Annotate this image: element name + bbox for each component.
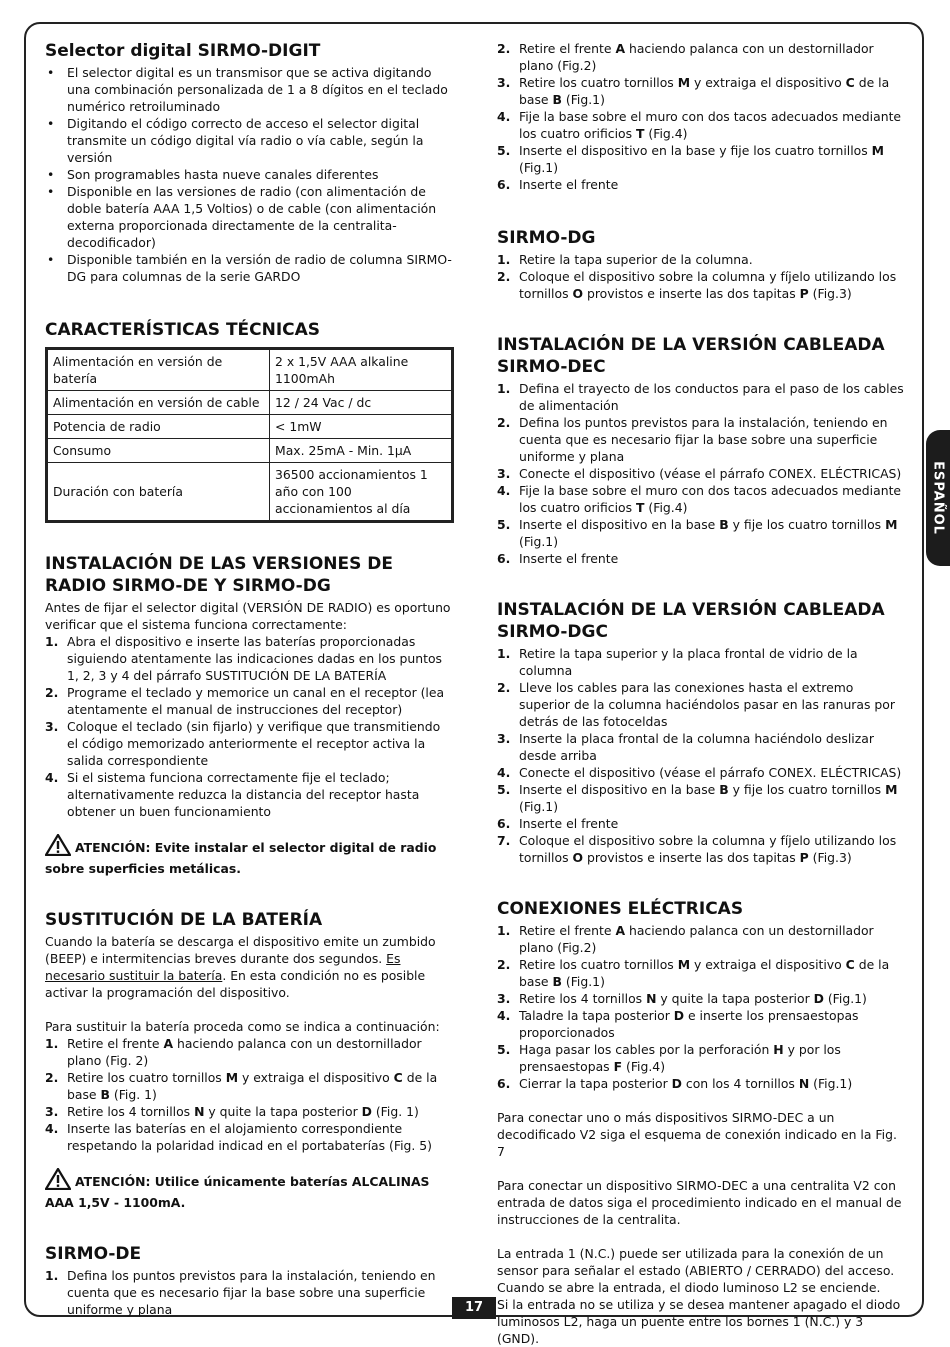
- step-item: 2. Programe el teclado y memorice un canal en el receptor (lea atentamente el manual de instrucciones del receptor): [45, 685, 445, 717]
- spec-value: 2 x 1,5V AAA alkaline 1100mAh: [270, 349, 453, 391]
- step-item: 6. Inserte el frente: [497, 816, 619, 831]
- step-item: 3. Inserte la placa frontal de la columna haciéndolo deslizar desde arriba: [497, 731, 874, 763]
- step-item: 3. Retire los cuatro tornillos M y extraiga el dispositivo C de la base B (Fig.1): [497, 75, 890, 107]
- step-item: 6. Cierrar la tapa posterior D con los 4 tornillos N (Fig.1): [497, 1076, 853, 1091]
- spec-row: [47, 349, 453, 391]
- step-item: 4. Taladre la tapa posterior D e inserte los prensaestopas proporcionados: [497, 1008, 859, 1040]
- warning-batteries: ATENCIÓN: Utilice únicamente baterías ALCALINAS AAA 1,5V - 1100mA.: [45, 1168, 455, 1211]
- step-item: 1. Abra el dispositivo e inserte las baterías proporcionadas siguiendo atentamente las indicaciones dadas en los puntos 1, 2, 3 y 4 del párrafo SUSTITUCIÓN DE LA BATERÍA: [45, 634, 443, 683]
- radio-title: INSTALACIÓN DE LAS VERSIONES DE RADIO SIRMO-DE Y SIRMO-DG: [45, 554, 394, 596]
- warning-metal: ATENCIÓN: Evite instalar el selector digital de radio sobre superficies metálicas.: [45, 834, 455, 877]
- step-item: 1. Defina el trayecto de los conductos para el paso de los cables de alimentación: [497, 381, 904, 413]
- specs-title: CARACTERÍSTICAS TÉCNICAS: [45, 320, 321, 340]
- language-tab: ESPAÑOL: [926, 430, 950, 566]
- sirmodg-title: SIRMO-DG: [497, 228, 596, 248]
- step-item: 4. Conecte el dispositivo (véase el párrafo CONEX. ELÉCTRICAS): [497, 765, 902, 780]
- step-item: 2. Coloque el dispositivo sobre la columna y fíjelo utilizando los tornillos O provistos e inserte las dos tapitas P (Fig.3): [497, 269, 897, 301]
- conex-paragraph-4: Si la entrada no se utiliza y se desea mantener apagado el diodo luminosos L2, haga un puente entre los bornes 1 (N.C.) y 3 (GND).: [497, 1297, 901, 1346]
- selector-title: Selector digital SIRMO-DIGIT: [45, 41, 321, 61]
- step-item: 4. Si el sistema funciona correctamente fije el teclado; alternativamente reduzca la distancia del receptor hasta obtener un buen funcionamiento: [45, 770, 420, 819]
- sirmodg-steps: [497, 251, 907, 302]
- spec-row: [47, 463, 453, 522]
- step-item: 1. Retire el frente A haciendo palanca con un destornillador plano (Fig. 2): [45, 1036, 422, 1068]
- step-item: 3. Retire los 4 tornillos N y quite la tapa posterior D (Fig. 1): [45, 1104, 419, 1119]
- bullet-item: • Disponible también en la versión de radio de columna SIRMO-DG para columnas de la serie GARDO: [45, 251, 455, 285]
- conex-paragraph-1: Para conectar uno o más dispositivos SIRMO-DEC a un decodificado V2 siga el esquema de conexión indicado en la Fig. 7: [497, 1110, 897, 1159]
- battery-title: SUSTITUCIÓN DE LA BATERÍA: [45, 910, 323, 930]
- dgc-steps: [497, 645, 907, 866]
- bullet-item: • El selector digital es un transmisor que se activa digitando una combinación personalizada de 1 a 8 dígitos en el teclado numérico retroiluminado: [45, 64, 455, 115]
- sirmode-title: SIRMO-DE: [45, 1244, 142, 1264]
- conex-steps: [497, 922, 907, 1092]
- dec-title: INSTALACIÓN DE LA VERSIÓN CABLEADA SIRMO-DEC: [497, 335, 885, 377]
- step-item: 6. Inserte el frente: [497, 551, 619, 566]
- spec-value: 36500 accionamientos 1 año con 100 accionamientos al día: [270, 463, 453, 522]
- selector-bullets: [45, 64, 455, 285]
- battery-p2: Para sustituir la batería proceda como se indica a continuación:: [45, 1019, 440, 1034]
- sirmode-steps: [45, 1267, 455, 1318]
- step-item: 5. Inserte el dispositivo en la base B y fije los cuatro tornillos M (Fig.1): [497, 517, 898, 549]
- step-item: 2. Defina los puntos previstos para la instalación, teniendo en cuenta que es necesario fijar la base sobre una superficie uniforme y plana: [497, 415, 888, 464]
- step-item: 6. Inserte el frente: [497, 177, 619, 192]
- spec-row: [47, 415, 453, 439]
- spec-label: Alimentación en versión de batería: [47, 349, 270, 391]
- spec-row: [47, 439, 453, 463]
- step-item: 1. Retire el frente A haciendo palanca con un destornillador plano (Fig.2): [497, 923, 874, 955]
- spec-value: 12 / 24 Vac / dc: [270, 391, 453, 415]
- warning-icon: [45, 1168, 71, 1194]
- step-item: 7. Coloque el dispositivo sobre la columna y fíjelo utilizando los tornillos O provistos e inserte las dos tapitas P (Fig.3): [497, 833, 897, 865]
- step-item: 1. Retire la tapa superior y la placa frontal de vidrio de la columna: [497, 646, 858, 678]
- spec-label: Potencia de radio: [47, 415, 270, 439]
- conex-paragraph-3: La entrada 1 (N.C.) puede ser utilizada para la conexión de un sensor para señalar el estado (ABIERTO / CERRADO) del acceso. Cuando se abre la entrada, el diodo luminoso L2 se enciende.: [497, 1246, 895, 1295]
- spec-label: Alimentación en versión de cable: [47, 391, 270, 415]
- warning-icon: [45, 834, 71, 860]
- step-item: 3. Coloque el teclado (sin fijarlo) y verifique que transmitiendo el código memorizado anteriormente el receptor activa la salida correspondiente: [45, 719, 441, 768]
- step-item: 3. Conecte el dispositivo (véase el párrafo CONEX. ELÉCTRICAS): [497, 466, 902, 481]
- bullet-item: • Disponible en las versiones de radio (con alimentación de doble batería AAA 1,5 Voltios) o de cable (con alimentación externa proporcionada directamente de la centralita-decodificador): [45, 183, 455, 251]
- page-number: 17: [452, 1297, 496, 1319]
- conex-title: CONEXIONES ELÉCTRICAS: [497, 899, 744, 919]
- spec-value: Max. 25mA - Min. 1µA: [270, 439, 453, 463]
- specs-table: [45, 347, 454, 523]
- sirmode-steps-continued: [497, 40, 907, 193]
- battery-steps: [45, 1035, 455, 1154]
- left-column: [45, 40, 455, 1318]
- conex-paragraph-2: Para conectar un dispositivo SIRMO-DEC a una centralita V2 con entrada de datos siga el procedimiento indicado en el manual de instrucciones de la centralita.: [497, 1178, 902, 1227]
- step-item: 4. Fije la base sobre el muro con dos tacos adecuados mediante los cuatro orificios T (Fig.4): [497, 483, 902, 515]
- dec-steps: [497, 380, 907, 567]
- step-item: 5. Haga pasar los cables por la perforación H y por los prensaestopas F (Fig.4): [497, 1042, 841, 1074]
- step-item: 1. Retire la tapa superior de la columna.: [497, 252, 753, 267]
- spec-value: < 1mW: [270, 415, 453, 439]
- step-item: 2. Retire los cuatro tornillos M y extraiga el dispositivo C de la base B (Fig. 1): [45, 1070, 438, 1102]
- dgc-title: INSTALACIÓN DE LA VERSIÓN CABLEADA SIRMO-DGC: [497, 600, 885, 642]
- step-item: 2. Lleve los cables para las conexiones hasta el extremo superior de la columna haciéndolos pasar en las ranuras por detrás de las fotoceldas: [497, 680, 895, 729]
- battery-p1: Cuando la batería se descarga el dispositivo emite un zumbido (BEEP) e intermitencias breves durante dos segundos. Es necesario sustituir la batería. En esta condición no es posible activar la programación del dispositivo.: [45, 934, 436, 1000]
- step-item: 2. Retire el frente A haciendo palanca con un destornillador plano (Fig.2): [497, 41, 874, 73]
- step-item: 1. Defina los puntos previstos para la instalación, teniendo en cuenta que es necesario fijar la base sobre una superficie uniforme y plana: [45, 1268, 436, 1317]
- step-item: 4. Inserte las baterías en el alojamiento correspondiente respetando la polaridad indicad en el portabaterías (Fig. 5): [45, 1121, 432, 1153]
- right-column: [497, 40, 907, 1347]
- bullet-item: • Son programables hasta nueve canales diferentes: [45, 166, 455, 183]
- spec-label: Duración con batería: [47, 463, 270, 522]
- spec-label: Consumo: [47, 439, 270, 463]
- step-item: 2. Retire los cuatro tornillos M y extraiga el dispositivo C de la base B (Fig.1): [497, 957, 890, 989]
- radio-intro: Antes de fijar el selector digital (VERSIÓN DE RADIO) es oportuno verificar que el sistema funciona correctamente:: [45, 600, 451, 632]
- radio-steps: [45, 633, 455, 820]
- spec-row: [47, 391, 453, 415]
- bullet-item: • Digitando el código correcto de acceso el selector digital transmite un código digital vía radio o vía cable, según la versión: [45, 115, 455, 166]
- step-item: 5. Inserte el dispositivo en la base B y fije los cuatro tornillos M (Fig.1): [497, 782, 898, 814]
- step-item: 3. Retire los 4 tornillos N y quite la tapa posterior D (Fig.1): [497, 991, 867, 1006]
- step-item: 5. Inserte el dispositivo en la base y fije los cuatro tornillos M (Fig.1): [497, 143, 884, 175]
- step-item: 4. Fije la base sobre el muro con dos tacos adecuados mediante los cuatro orificios T (Fig.4): [497, 109, 902, 141]
